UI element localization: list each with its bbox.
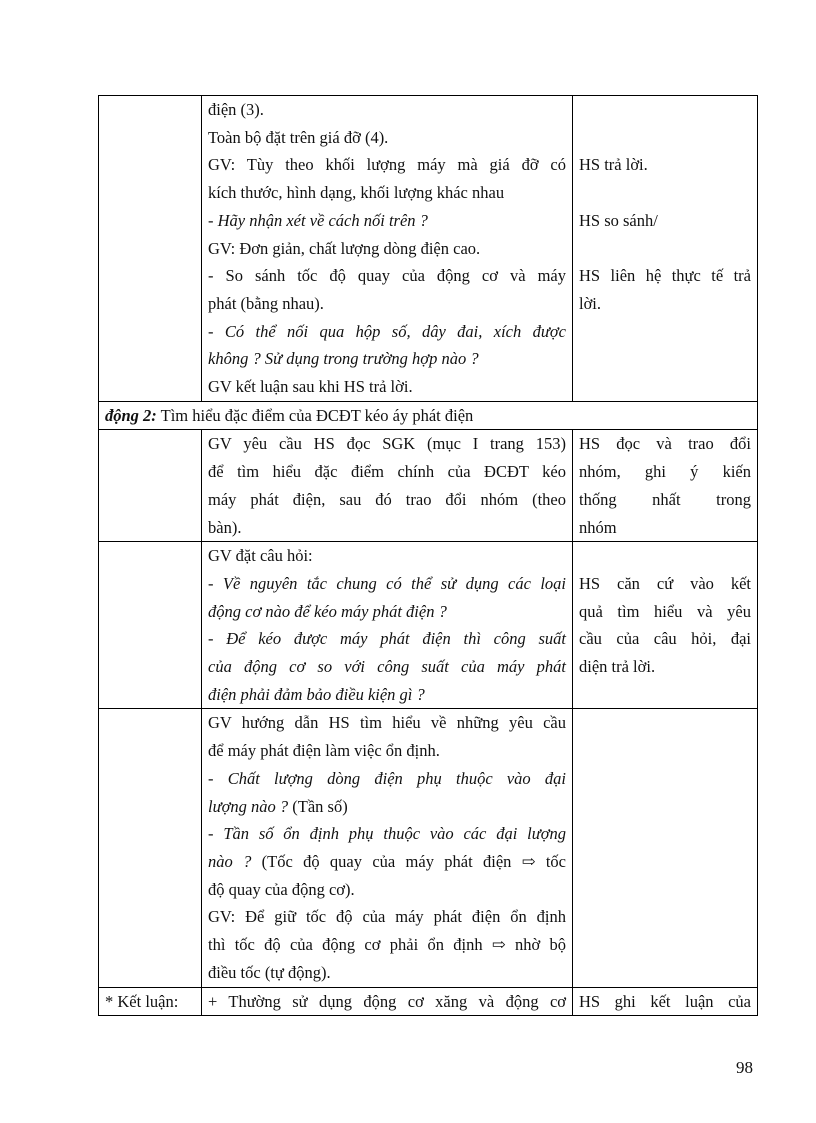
table-row [99,987,758,1016]
question-line: - Chất lượng dòng điện phụ thuộc vào đại [208,768,566,788]
text-line: diện trả lời. [579,657,656,677]
question-fragment: nào ? [208,851,252,871]
text-line: HS ghi kết luận của [579,991,751,1011]
label-cell [99,96,202,402]
label-cell [99,987,202,1016]
teacher-activity-cell [202,96,573,402]
text-line: + Thường sử dụng động cơ xăng và động cơ [208,991,566,1011]
text-line: HS căn cứ vào kết [579,573,751,593]
question-line: không ? Sử dụng trong trường hợp nào ? [208,349,479,369]
answer-fragment: (Tần số) [288,796,348,816]
text-line: - So sánh tốc độ quay của động cơ và máy [208,266,566,286]
text-line: GV yêu cầu HS đọc SGK (mục I trang 153) [208,434,566,454]
question-line: điện phải đảm bảo điều kiện gì ? [208,684,425,704]
text-line: phát (bằng nhau). [208,293,324,313]
teacher-activity-cell [202,542,573,709]
text-line [208,793,566,821]
text-line: để tìm hiểu đặc điểm chính của ĐCĐT kéo [208,462,566,482]
question-line: - Hãy nhận xét về cách nối trên ? [208,210,428,230]
text-line: quả tìm hiểu và yêu [579,601,751,621]
table-row [99,96,758,402]
conclusion-label: * Kết luận: [105,991,179,1011]
question-line: - Để kéo được máy phát điện thì công suất [208,629,566,649]
text-line: GV hướng dẫn HS tìm hiểu về những yêu cầu [208,713,566,733]
text-line: HS so sánh/ [579,210,658,230]
text-line: Toàn bộ đặt trên giá đỡ (4). [208,127,389,147]
section-heading-text: Tìm hiểu đặc điểm của ĐCĐT kéo áy phát điện [156,405,474,425]
section-heading-row [99,401,758,430]
text-line: bàn). [208,517,242,537]
text-line: GV: Tùy theo khối lượng máy mà giá đỡ có [208,155,566,175]
label-cell [99,542,202,709]
student-activity-cell [573,430,758,542]
student-activity-cell [573,96,758,402]
text-line: HS liên hệ thực tế trả [579,266,751,286]
teacher-activity-cell [202,709,573,987]
text-line: thống nhất trong [579,489,751,509]
text-line [208,848,566,876]
text-line: để máy phát điện làm việc ổn định. [208,741,440,761]
text-line: nhóm [579,517,617,537]
table-row [99,430,758,542]
label-cell [99,430,202,542]
student-activity-cell [573,987,758,1016]
text-line: kích thước, hình dạng, khối lượng khác nhau [208,183,505,203]
answer-fragment: (Tốc độ quay của máy phát điện ⇨ tốc [251,851,567,871]
text-line: GV: Để giữ tốc độ của máy phát điện ổn định [208,907,566,927]
table-row [99,709,758,987]
text-line: cầu của câu hỏi, đại [579,629,751,649]
text-line: điện (3). [208,100,264,119]
label-cell [99,709,202,987]
text-line: máy phát điện, sau đó trao đổi nhóm (theo [208,489,566,509]
student-activity-cell [573,542,758,709]
question-line: động cơ nào để kéo máy phát điện ? [208,601,447,621]
section-heading [99,401,758,430]
text-line: GV kết luận sau khi HS trả lời. [208,377,413,397]
text-line: điều tốc (tự động). [208,962,331,982]
question-line: - Về nguyên tắc chung có thể sử dụng các loại [208,573,566,593]
text-line: độ quay của động cơ). [208,879,355,899]
question-line: - Có thể nối qua hộp số, dây đai, xích được [208,321,566,341]
text-line: GV: Đơn giản, chất lượng dòng điện cao. [208,238,481,258]
question-line: của động cơ so với công suất của máy phát [208,657,566,677]
teacher-activity-cell [202,430,573,542]
question-line: - Tần số ổn định phụ thuộc vào các đại lượng [208,824,566,844]
question-fragment: lượng nào ? [208,796,289,816]
teacher-activity-cell [202,987,573,1016]
text-line: thì tốc độ của động cơ phải ổn định ⇨ nhờ bộ [208,935,566,955]
section-heading-bold: động 2: [105,405,157,425]
text-line: nhóm, ghi ý kiến [579,462,751,482]
page-number: 98 [736,1058,753,1077]
text-line: GV đặt câu hỏi: [208,546,313,566]
table-row [99,542,758,709]
text-line: HS đọc và trao đổi [579,434,751,454]
text-line: HS trả lời. [579,155,648,175]
lesson-plan-table [98,95,758,1016]
student-activity-cell [573,709,758,987]
text-line: lời. [579,293,602,313]
